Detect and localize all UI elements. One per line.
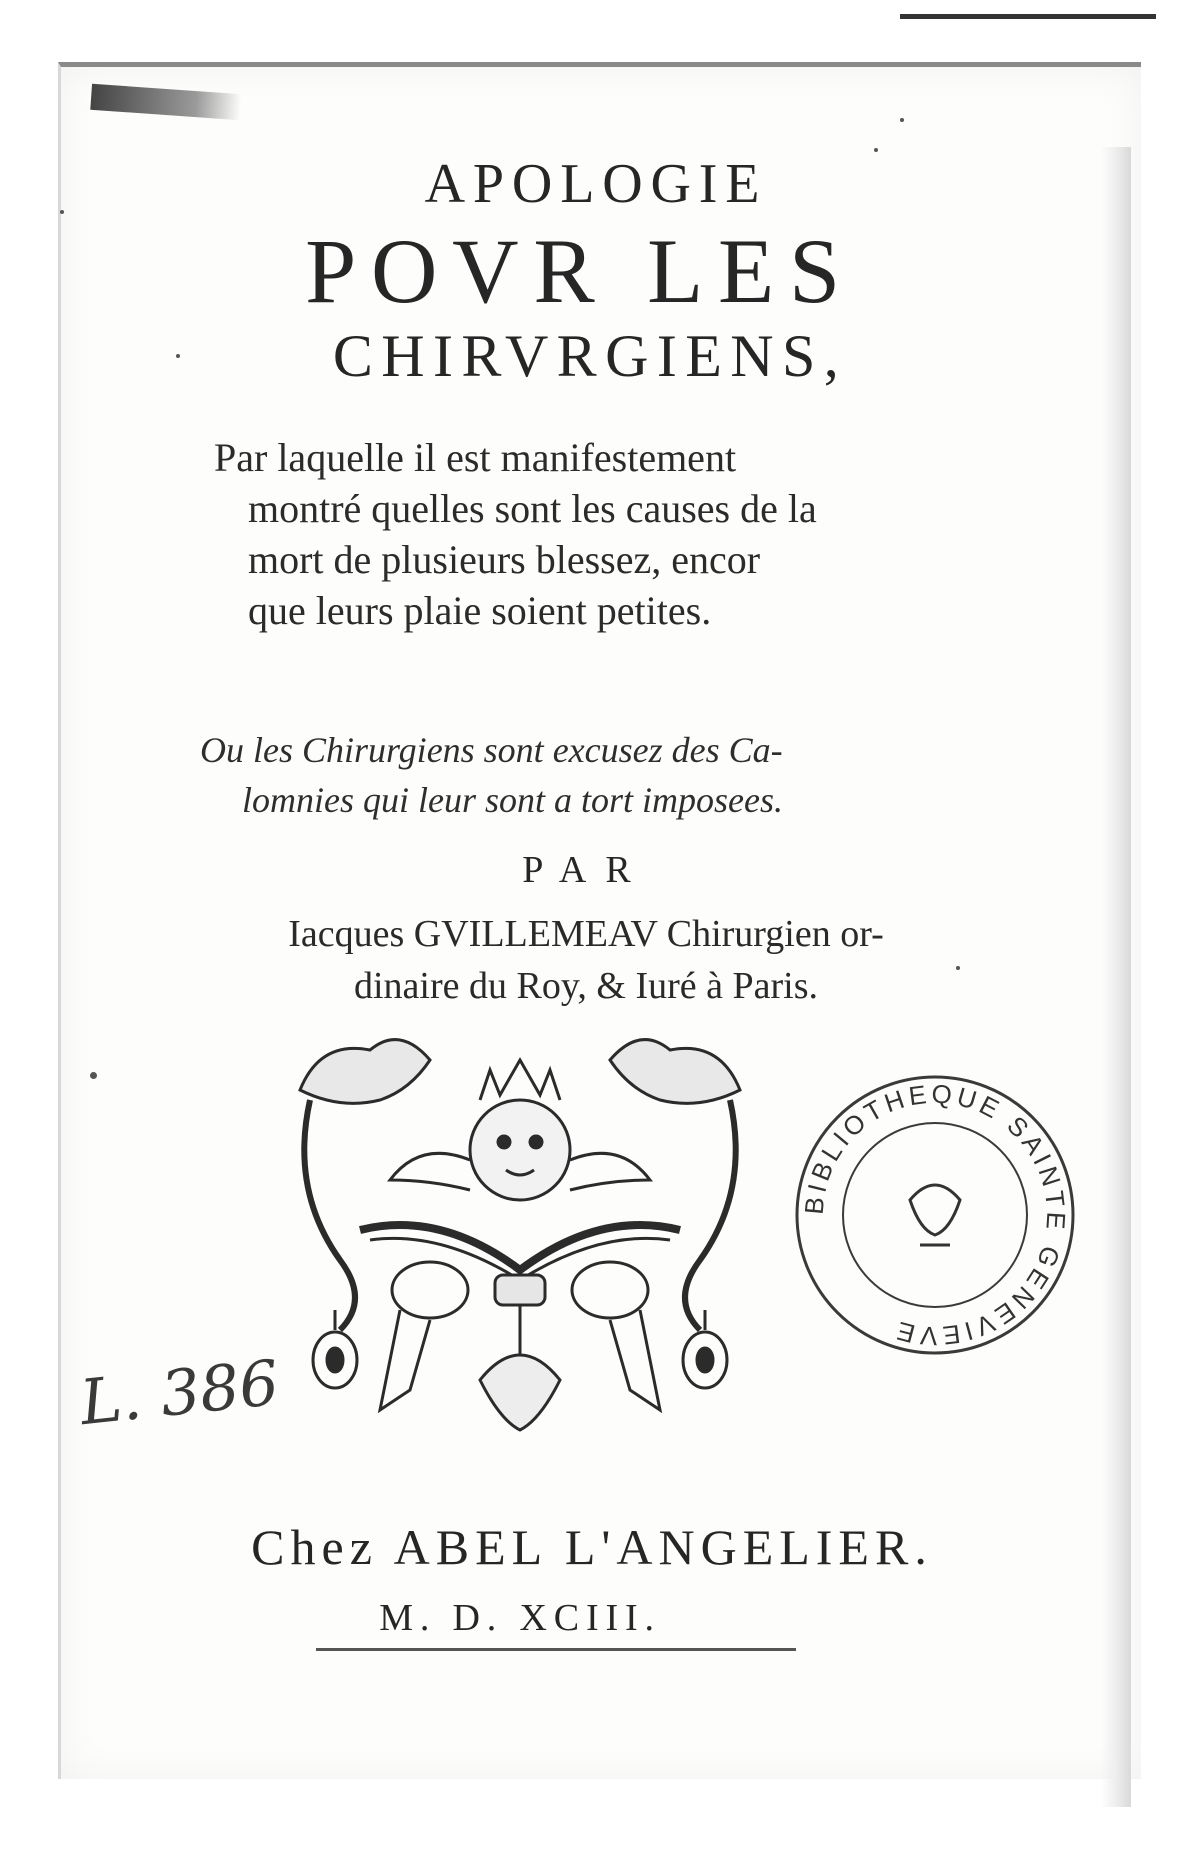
ink-speck: [90, 1072, 97, 1079]
author-block: [186, 908, 986, 1012]
italic-note-line: Ou les Chirurgiens sont excusez des Ca-: [200, 730, 783, 770]
author-line: Iacques GVILLEMEAV Chirurgien or-: [288, 913, 884, 955]
subtitle-line: mort de plusieurs blessez, encor: [248, 537, 761, 582]
subtitle-line: montré quelles sont les causes de la: [248, 486, 817, 531]
ink-speck: [176, 354, 180, 358]
page-edge: [1101, 147, 1131, 1807]
bottom-rule: [316, 1648, 796, 1651]
stamp-emblem-icon: [910, 1185, 960, 1245]
publisher-line: Chez ABEL L'ANGELIER.: [251, 1519, 933, 1575]
ink-speck: [900, 118, 904, 122]
stamp-text: BIBLIOTHEQUE SAINTE GENEVIEVE: [798, 1078, 1072, 1352]
svg-text:BIBLIOTHEQUE SAINTE GENEVIEVE: [799, 1078, 1072, 1351]
subtitle-block: [214, 432, 954, 636]
ink-speck: [874, 148, 878, 152]
page-corner-shadow: [90, 84, 241, 120]
subtitle-line: que leurs plaie soient petites.: [248, 588, 712, 633]
author-line: dinaire du Roy, & Iuré à Paris.: [354, 965, 818, 1007]
printer-device-ornament: [280, 1030, 760, 1460]
italic-note-block: [200, 725, 960, 825]
library-stamp: [790, 1070, 1080, 1360]
title-line-1: APOLOGIE: [424, 153, 768, 215]
subtitle-line: Par laquelle il est manifestement: [214, 435, 737, 480]
scan-edge: [900, 14, 1156, 19]
handwritten-shelfmark: L. 386: [76, 1345, 283, 1440]
publication-year: M. D. XCIII.: [379, 1597, 661, 1639]
byline-par: PAR: [522, 849, 650, 891]
italic-note-line: lomnies qui leur sont a tort imposees.: [242, 780, 783, 820]
title-line-3: CHIRVRGIENS,: [332, 323, 848, 389]
title-line-2: POVR LES: [305, 220, 855, 322]
ink-speck: [60, 210, 64, 214]
